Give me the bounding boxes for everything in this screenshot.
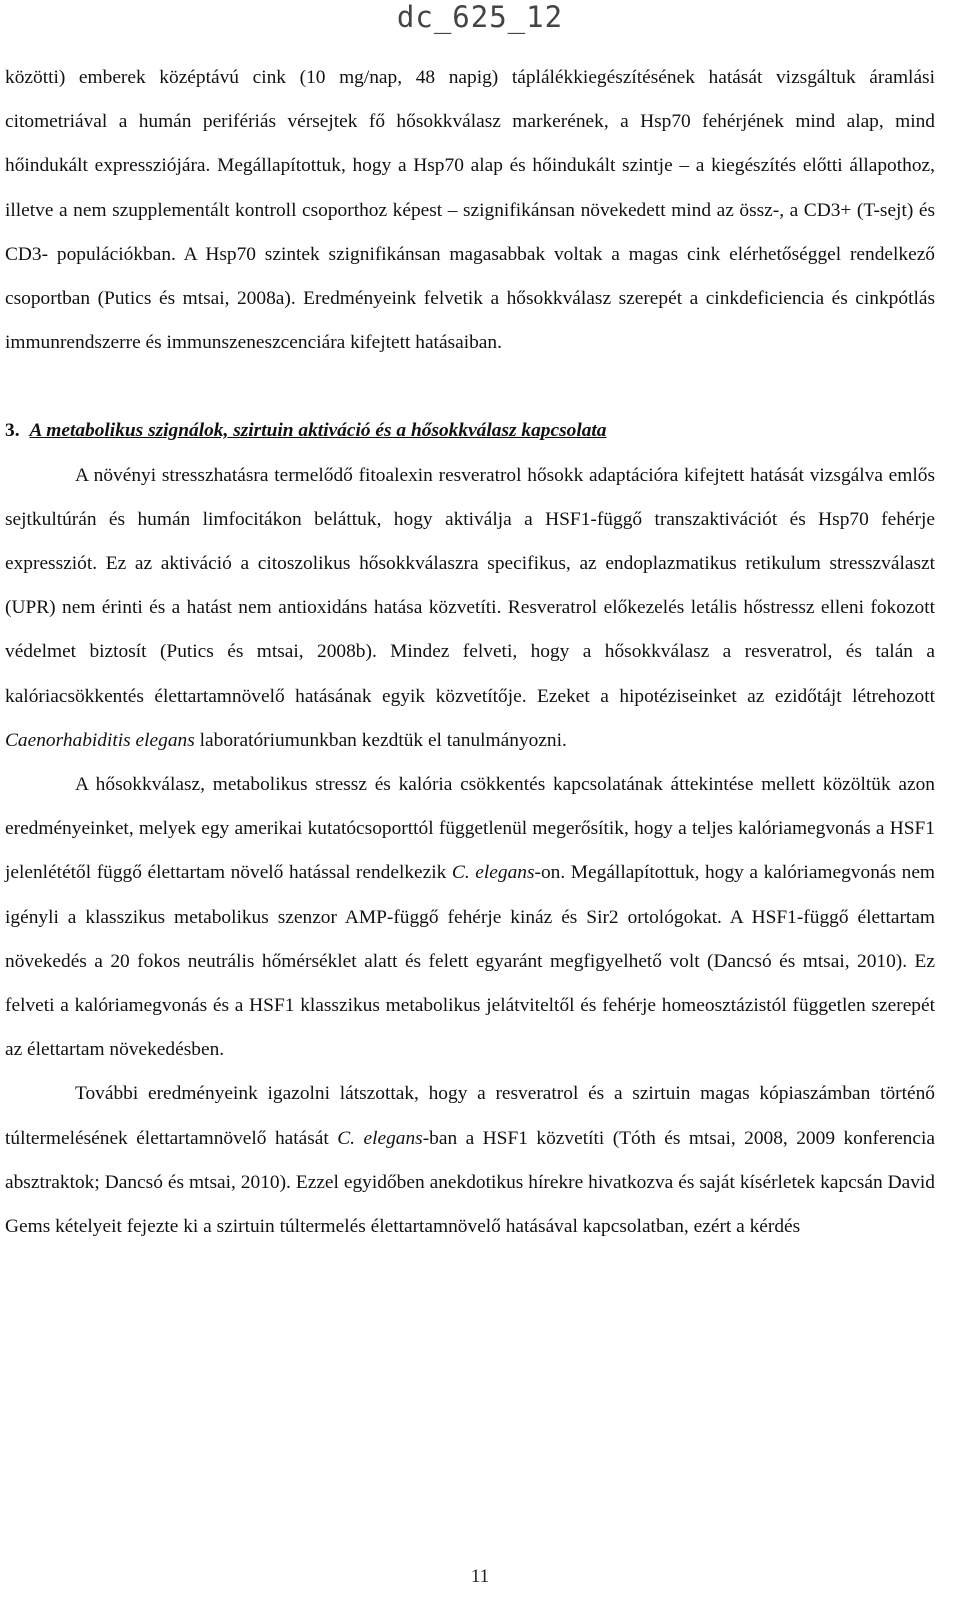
paragraph-text: laboratóriumunkban kezdtük el tanulmányozni. [194,729,567,751]
page-number: 11 [470,1566,490,1587]
species-name: C. elegans [337,1127,423,1149]
paragraph-spacer [5,365,935,409]
document-id-header: dc_625_12 [396,0,564,34]
section-title: A metabolikus szignálok, szirtuin aktiváció és a hősokkválasz kapcsolata [29,420,607,442]
paragraph-sirtuin [5,1072,935,1249]
species-name: Caenorhabiditis elegans [5,729,195,751]
section-number: 3. [5,420,20,442]
paragraph-calorie-restriction [5,763,935,1072]
paragraph-zinc-supplementation: közötti) emberek középtávú cink (10 mg/nap, 48 napig) táplálékkiegészítésének hatását vizsgáltuk áramlási citometriával a humán perifériás vérsejtek fő hősokkválasz markerének, a Hsp70 fehérjének mind alap, mind hőindukált expressziójára. Megállapítottuk, hogy a Hsp70 alap és hőindukált szintje – a kiegészítés előtti állapothoz, illetve a nem szupplementált kontroll csoporthoz képest – szignifikánsan növekedett mind az össz-, a CD3+ (T-sejt) és CD3- populációkban. A Hsp70 szintek szignifikánsan magasabbak voltak a magas cink elérhetőséggel rendelkező csoportban (Putics és mtsai, 2008a). Eredményeink felvetik a hősokkválasz szerepét a cinkdeficiencia és cinkpótlás immunrendszerre és immunszeneszcenciára kifejtett hatásaiban. [5,67,935,354]
paragraph-text: A növényi stresszhatásra termelődő fitoalexin resveratrol hősokk adaptációra kifejtett hatását vizsgálva emlős sejtkultúrán és humán limfocitákon beláttuk, hogy aktiválja a HSF1-függő transzaktivációt és Hsp70 fehérje expressziót. Ez az aktiváció a citoszolikus hősokkválaszra specifikus, az endoplazmatikus retikulum stresszválaszt (UPR) nem érinti és a hatást nem antioxidáns hatása közvetíti. Resveratrol előkezelés letális hőstressz elleni fokozott védelmet biztosít (Putics és mtsai, 2008b). Mindez felveti, hogy a hősokkválasz a resveratrol, és talán a kalóriacsökkentés élettartamnövelő hatásának egyik közvetítője. Ezeket a hipotéziseinket az ezidőtájt létrehozott [5,464,935,707]
paragraph-text: -on. Megállapítottuk, hogy a kalóriamegvonás nem igényli a klasszikus metabolikus szenzor AMP-függő fehérje kináz és Sir2 ortológokat. A HSF1-függő élettartam növekedés a 20 fokos neutrális hőmérséklet alatt és felett egyaránt megfigyelhető volt (Dancsó és mtsai, 2010). Ez felveti a kalóriamegvonás és a HSF1 klasszikus metabolikus jelátviteltől és fehérje homeosztázistól független szerepét az élettartam növekedésben. [5,862,936,1061]
paragraph-text: -ban a HSF1 közvetíti (Tóth és mtsai, 2008, 2009 konferencia absztraktok; Dancsó és mtsai, 2010). Ezzel egyidőben anekdotikus hírekre hivatkozva és saját kísérletek kapcsán David Gems kételyeit fejezte ki a szirtuin túltermelés élettartamnövelő hatásával kapcsolatban, ezért a kérdés [5,1127,935,1238]
paragraph-resveratrol [5,454,935,763]
paragraph-text: További eredményeink igazolni látszottak, hogy a resveratrol és a szirtuin magas kópiaszámban történő túltermelésének élettartamnövelő hatását [5,1083,935,1149]
section-heading [5,409,935,453]
document-body [5,56,935,1249]
species-name: C. elegans [451,862,535,884]
paragraph-text: A hősokkválasz, metabolikus stressz és kalória csökkentés kapcsolatának áttekintése mellett közöltük azon eredményeinket, melyek egy amerikai kutatócsoporttól függetlenül megerősítik, hogy a teljes kalóriamegvonás a HSF1 jelenlététől függő élettartam növelő hatással rendelkezik [5,774,935,884]
